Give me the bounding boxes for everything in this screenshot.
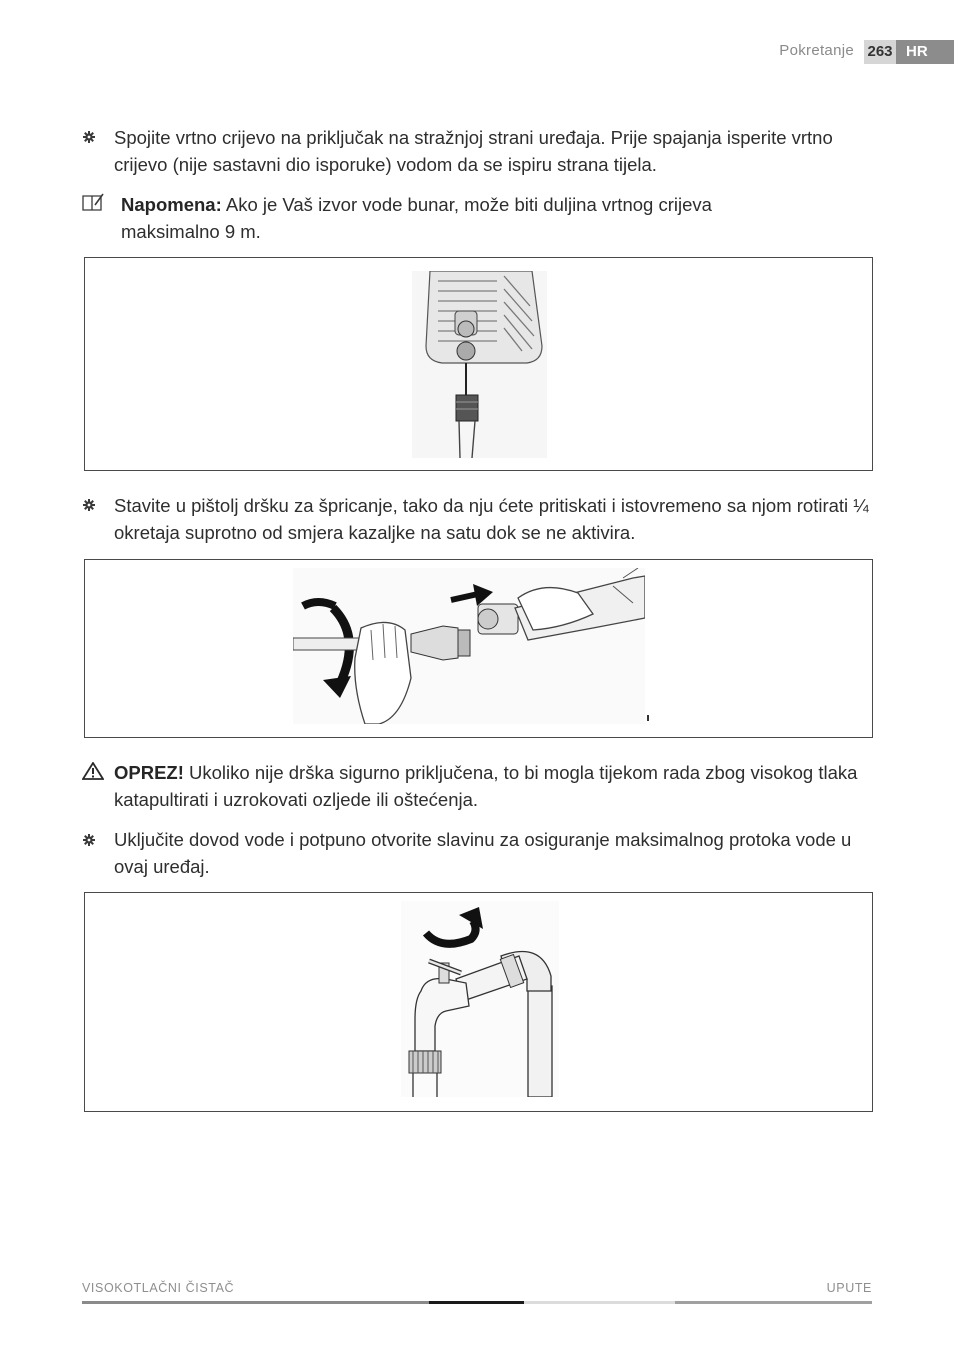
header-section-title: Pokretanje	[779, 42, 854, 59]
warning-triangle-icon	[82, 762, 104, 780]
notebook-pen-icon	[82, 193, 104, 211]
header-page-number: 263	[864, 40, 896, 64]
step-connect-hose: Spojite vrtno crijevo na priključak na stražnjoj strani uređaja. Prije spajanja isperite vrtno crijevo (nije sastavni dio isporuke) vodom da se ispiru strana tijela.	[114, 127, 833, 175]
note-paragraph	[121, 191, 761, 245]
footer-bar-segment	[429, 1301, 524, 1304]
step-insert-lance: Stavite u pištolj dršku za špricanje, tako da nju ćete pritiskati i istovremeno sa njom rotirati ¼ okretaja suprotno od smjera kazaljke na satu dok se ne aktivira.	[114, 495, 869, 543]
lance-and-gun-illustration	[293, 568, 645, 724]
gear-bullet-icon	[83, 834, 95, 846]
caution-paragraph	[114, 759, 874, 813]
footer-document-type: UPUTE	[826, 1281, 872, 1295]
figure-water-tap	[84, 892, 873, 1112]
gear-bullet-icon	[83, 131, 95, 143]
figure-lance-insertion	[84, 559, 873, 738]
footer-product-name: VISOKOTLAČNI ČISTAČ	[82, 1281, 235, 1295]
step-open-tap: Uključite dovod vode i potpuno otvorite slavinu za osiguranje maksimalnog protoka vode u ovaj uređaj.	[114, 829, 852, 877]
note-label: Napomena:	[121, 194, 222, 215]
note-text: Ako je Vaš izvor vode bunar, može biti duljina vrtnog crijeva maksimalno 9 m.	[121, 194, 712, 242]
gear-bullet-icon	[83, 499, 95, 511]
pressure-washer-hose-illustration	[412, 271, 547, 458]
water-tap-illustration	[401, 901, 559, 1097]
figure-marker	[647, 715, 649, 721]
footer-bar-segment	[82, 1301, 429, 1304]
caution-label: OPREZ!	[114, 762, 184, 783]
footer-bar-segment	[675, 1301, 872, 1304]
footer-bar-segment	[524, 1301, 675, 1304]
caution-text: Ukoliko nije drška sigurno priključena, to bi mogla tijekom rada zbog visokog tlaka katapultirati i uzrokovati ozljede ili oštećenja.	[114, 762, 858, 810]
header-language-tab: HR	[896, 40, 954, 64]
figure-hose-connection	[84, 257, 873, 471]
